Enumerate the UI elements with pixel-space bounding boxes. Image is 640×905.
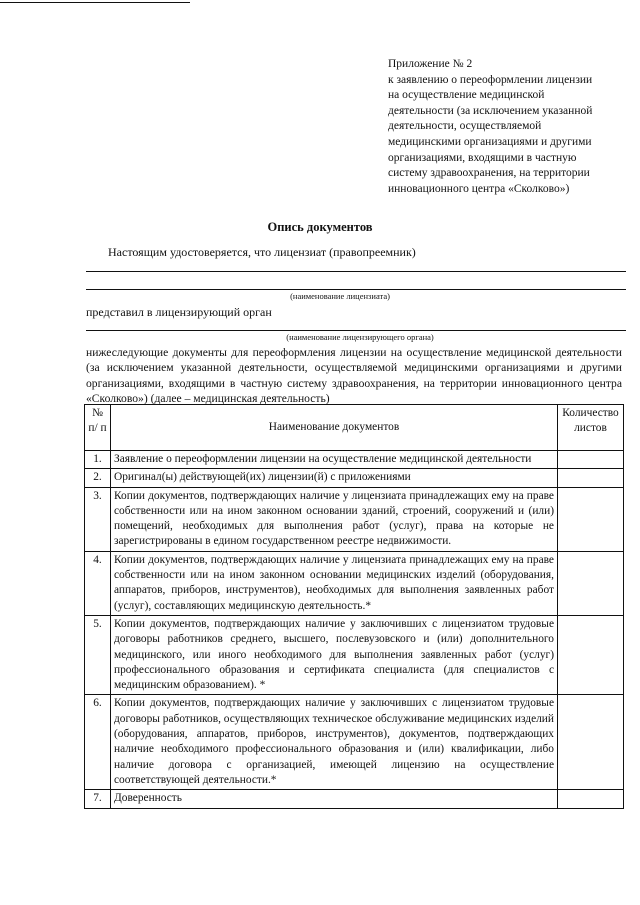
header-quantity: Количество листов xyxy=(558,405,624,451)
row-document-name: Оригинал(ы) действующей(их) лицензии(й) с приложениями xyxy=(111,469,558,487)
certify-text: Настоящим удостоверяется, что лицензиат (правопреемник) xyxy=(108,245,416,259)
intro-paragraph: нижеследующие документы для переоформления лицензии на осуществление медицинской деятельности (за исключением указанной деятельности, осуществляемой медицинскими организациями и другими организациями, входящими в частную систему здравоохранения, на территории инновационного центра «Сколково») (далее – медицинская деятельность) xyxy=(86,346,622,406)
row-number: 5. xyxy=(85,615,111,694)
table-row xyxy=(85,469,624,487)
appendix-line: медицинскими организациями и другими xyxy=(388,135,592,148)
row-quantity xyxy=(558,695,624,790)
row-quantity xyxy=(558,469,624,487)
table-row xyxy=(85,790,624,808)
row-quantity xyxy=(558,487,624,551)
header-name: Наименование документов xyxy=(111,405,558,451)
row-number: 3. xyxy=(85,487,111,551)
table-header-row xyxy=(85,405,624,451)
appendix-line: инновационного центра «Сколково») xyxy=(388,182,570,195)
row-quantity xyxy=(558,551,624,615)
row-document-name: Копии документов, подтверждающих наличие у заключивших с лицензиатом трудовые договоры работников среднего, высшего, послевузовского и (или) дополнительного медицинского, или иного необходимого для выполнения заявленных работ (услуг) профессионального образования и сертификата специалиста (для специалистов с медицинским образованием). * xyxy=(111,615,558,694)
header-number: № п/ п xyxy=(85,405,111,451)
appendix-line: организациями, входящими в частную xyxy=(388,151,577,164)
appendix-line: деятельности (за исключением указанной xyxy=(388,104,593,117)
caption-authority: (наименование лицензирующего органа) xyxy=(286,332,434,342)
table-row xyxy=(85,551,624,615)
row-number: 2. xyxy=(85,469,111,487)
row-number: 1. xyxy=(85,451,111,469)
appendix-line: к заявлению о переоформлении лицензии xyxy=(388,73,593,86)
table-row xyxy=(85,451,624,469)
table-row xyxy=(85,695,624,790)
documents-table xyxy=(84,404,624,809)
row-document-name: Копии документов, подтверждающих наличие у заключивших с лицензиатом трудовые договоры работников, осуществляющих техническое обслуживание медицинских изделий (оборудования, аппаратов, приборов, инструментов), документов, подтверждающих наличие необходимого профессионального образования и (или) квалификации, либо наличие договора с организацией, имеющей лицензию на осуществление соответствующей деятельности.* xyxy=(111,695,558,790)
appendix-line: на осуществление медицинской xyxy=(388,89,545,102)
fill-line-authority xyxy=(86,330,626,331)
row-quantity xyxy=(558,451,624,469)
row-quantity xyxy=(558,615,624,694)
submitted-text: представил в лицензирующий орган xyxy=(86,305,272,319)
row-number: 4. xyxy=(85,551,111,615)
row-document-name: Копии документов, подтверждающих наличие у лицензиата принадлежащих ему на праве собственности или на ином законном основании медицинских изделий (оборудования, аппаратов, приборов, инструментов), необходимых для выполнения заявленных работ (услуг), составляющих медицинскую деятельность.* xyxy=(111,551,558,615)
top-rule xyxy=(0,2,190,3)
fill-line-licensee-2 xyxy=(86,289,626,290)
row-document-name: Доверенность xyxy=(111,790,558,808)
appendix-block xyxy=(388,57,628,197)
row-document-name: Копии документов, подтверждающих наличие у лицензиата принадлежащих ему на праве собственности или на ином законном основании зданий, строений, сооружений и (или) помещений, необходимых для выполнения работ (услуг), права на которые не зарегистрированы в едином государственном реестре недвижимости. xyxy=(111,487,558,551)
row-document-name: Заявление о переоформлении лицензии на осуществление медицинской деятельности xyxy=(111,451,558,469)
table-row xyxy=(85,615,624,694)
appendix-line: деятельности, осуществляемой xyxy=(388,120,542,133)
caption-licensee: (наименование лицензиата) xyxy=(290,291,390,301)
row-number: 7. xyxy=(85,790,111,808)
fill-line-licensee-1 xyxy=(86,271,626,272)
appendix-line: Приложение № 2 xyxy=(388,58,473,70)
document-title: Опись документов xyxy=(267,220,373,234)
appendix-line: систему здравоохранения, на территории xyxy=(388,167,590,180)
row-quantity xyxy=(558,790,624,808)
table-row xyxy=(85,487,624,551)
row-number: 6. xyxy=(85,695,111,790)
